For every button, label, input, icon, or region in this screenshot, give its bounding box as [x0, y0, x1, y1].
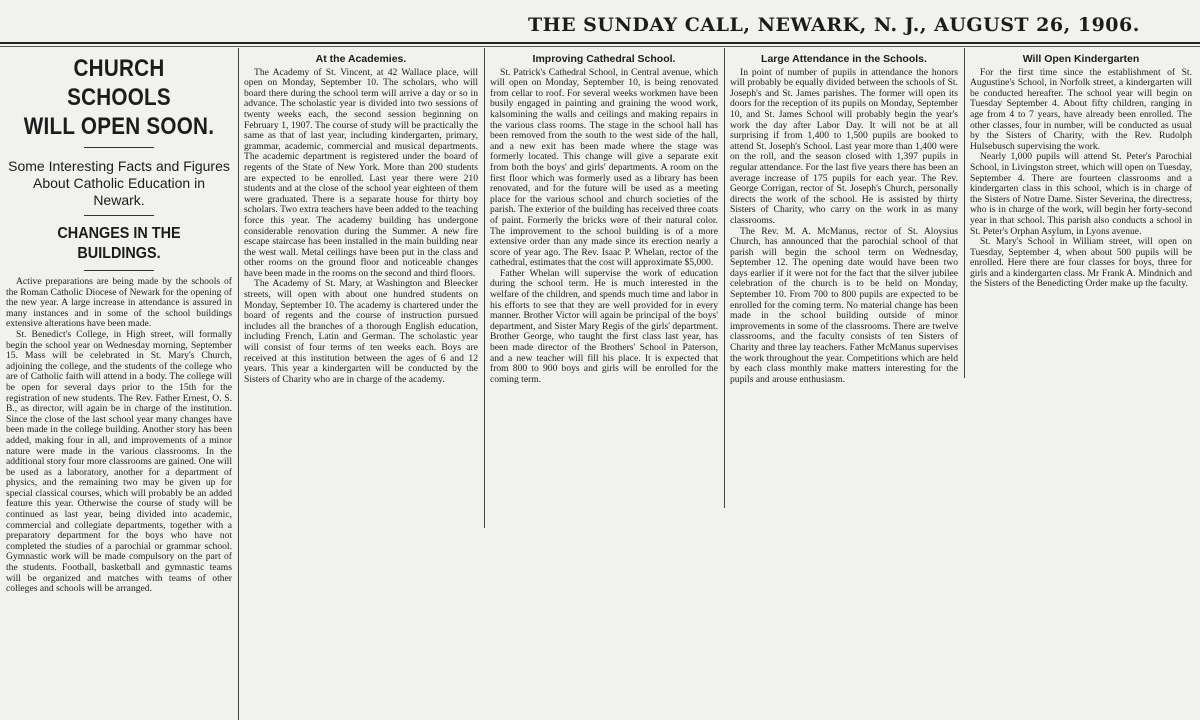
- subhead: CHANGES IN THE BUILDINGS.: [57, 225, 181, 262]
- column-rule: [238, 48, 239, 720]
- divider: [84, 270, 154, 271]
- column-5: [970, 50, 1192, 380]
- article-paragraph: Father Whelan will supervise the work of education during the school term. He is much interested in the welfare of the children, and spends much time and labor in his efforts to see that they are well provided for in every manner. Brother Victor will again be principal of the boys' department, and Sister Mary Regis of the girls' department. Brother George, who taught the first class last year, has been made director of the Brothers' School in Paterson, and a new teacher will fill his place. It is expected that from 800 to 900 boys and girls will be enrolled for the coming term.: [490, 267, 718, 385]
- section-heading: At the Academies.: [315, 53, 407, 65]
- article-paragraph: St. Mary's School in William street, will open on Tuesday, September 4, when about 500 pupils will be enrolled. Here there are four classes for boys, three for girls and a kindergarten class. Mr Frank A. Mindnich and the Sisters of the Benedicting Order make up the faculty.: [970, 236, 1192, 290]
- headline-line-2: WILL OPEN SOON.: [23, 113, 215, 140]
- article-paragraph: St. Benedict's College, in High street, will formally begin the school year on Wednesday morning, September 15. Mass will be celebrated in St. Mary's Church, adjoining the college, and the students of the college who are of Catholic faith will attend in a body. The college will be open for several days prior to the 15th for the registration of new students. The Rev. Father Ernest, O. S. B., as director, will again be in charge of the institution. Since the close of the last school year many changes have been made in the college building. Another story has been added, making four in all, and improvements of a minor nature were made in the various classrooms. In the additional story four more classrooms are gained. One will be used as a laboratory, another for a department of physics, and the remaining two may be given up for special classical courses, which will probably be an added feature this year. Otherwise the course of study will be continued as last year, being divided into academic, commercial and collegiate departments, together with a preparatory department for the boys who have not completed the studies of a parochial or grammar school. Gymnastic work will be made compulsory on the part of the students. Football, basketball and gymnastic teams will be organized and matches with teams of other colleges and schools will be arranged.: [6, 328, 232, 595]
- section-heading: Improving Cathedral School.: [532, 53, 676, 65]
- article-paragraph: Active preparations are being made by the schools of the Roman Catholic Diocese of Newark for the opening of the new year. A large increase in attendance is assured in many instances and in some of the school buildings extensive alterations have been made.: [6, 276, 232, 330]
- masthead-rule: [0, 42, 1200, 44]
- column-3: [490, 50, 718, 520]
- article-paragraph: St. Patrick's Cathedral School, in Central avenue, which will open on Monday, September 10, is being renovated from cellar to roof. For several weeks workmen have been busily engaged in painting and graining the wood work, kalsomining the walls and ceilings and making repairs in the various class rooms. The stage in the school hall has been removed from the south to the west side of the hall, and a new exit has been made where the stage was formerly located. This change will give a separate exit from both the boys' and girls' departments. A room on the first floor which was formerly used as a library has been renovated, and for the future will be used as a meeting place for the various school and church societies of the parish. The exterior of the building has received three coats of paint. Formerly the bricks were of their natural color. The improvement to the school building is of a more extensive order than any made since its erection nearly a score of year ago. The Rev. Isaac P. Whelan, rector of the cathedral, estimates that the cost will approximate $5,000.: [490, 66, 718, 269]
- article-paragraph: In point of number of pupils in attendance the honors will probably be equally divided between the schools of St. Joseph's and St. James parishes. The former will open its doors for the reception of its pupils on Monday, September 10, and St. James School will probably begin the year's work the day after Labor Day. It will not be at all surprising if from 1,400 to 1,500 pupils are booked to attend St. Joseph's School. Last year more than 1,400 were on the roll, and the season closed with 1,397 pupils in regular attendance. For the last five years there has been an average increase of 175 pupils for each year. The Rev. George Corrigan, rector of St. Joseph's Church, personally directs the work of the school. He is assisted by thirty Sisters of Charity, who carry on the work in as many classrooms.: [730, 66, 958, 226]
- masthead-rule-thin: [0, 46, 1200, 47]
- article-paragraph: The Rev. M. A. McManus, rector of St. Aloysius Church, has announced that the parochial school of that parish will begin the school term on Wednesday, September 12. The opening date would have been two days earlier if it were not for the fact that the silver jubilee celebration of the church is to be held on Monday, September 10. From 700 to 800 pupils are expected to be enrolled for the coming term. No material change has been made in the school building outside of minor improvements in some of the classrooms. There are twelve classrooms, and the faculty consists of ten Sisters of Charity and three lay teachers. Father McManus supervises the work throughout the year. Competitions which are held by each class monthly make matters interesting for the pupils and arouse enthusiasm.: [730, 225, 958, 385]
- masthead: THE SUNDAY CALL, NEWARK, N. J., AUGUST 26, 1906.: [528, 14, 1140, 36]
- divider: [84, 147, 154, 148]
- column-rule: [964, 48, 965, 378]
- headline-line-1: CHURCH SCHOOLS: [67, 55, 171, 111]
- article-paragraph: Nearly 1,000 pupils will attend St. Peter's Parochial School, in Livingston street, which will open on Tuesday, September 4. There are fourteen classrooms and a kindergarten class in this school, which is in charge of the Sisters of Notre Dame. Sister Severina, the directress, who is in charge of the work, will begin her forty-second year in that school. This parish also conducts a school in St. Peter's Orphan Asylum, in Lyons avenue.: [970, 151, 1192, 237]
- column-rule: [484, 48, 485, 528]
- column-1: [6, 50, 232, 718]
- divider: [84, 215, 154, 216]
- column-rule: [724, 48, 725, 508]
- section-heading: Large Attendance in the Schools.: [761, 53, 927, 65]
- column-2: [244, 50, 478, 518]
- column-4: [730, 50, 958, 500]
- section-heading: Will Open Kindergarten: [1022, 53, 1140, 65]
- article-paragraph: The Academy of St. Vincent, at 42 Wallace place, will open on Monday, September 10. The scholars, who will board there during the school term will arrive a day or so in advance. The scholastic year is divided into two sessions of twenty weeks each, the second session beginning on February 1, 1907. The course of study will be practically the same as that of last year, including kindergarten, primary, grammar, academic, commercial and musical departments. The academic department is registered under the board of regents of the State of New York. More than 200 students are expected to be enrolled. Last year there were 210 students and at the close of the school year eighteen of them were graduated. There is a separate house for thirty boy scholars. Two extra teachers have been added to the teaching force this year. The academy building has undergone considerable renovation during the Summer. A new fire escape staircase has been installed in the main building near the west wall. Metal ceilings have been put in the class and other rooms on the ground floor and noticeable changes have been made in the rooms on the second and third floors.: [244, 66, 478, 279]
- headline-deck: Some Interesting Facts and Figures About Catholic Education in Newark.: [8, 158, 230, 208]
- article-paragraph: For the first time since the establishment of St. Augustine's School, in Norfolk street, a kindergarten will be conducted hereafter. The school year will begin on Tuesday September 4. About fifty children, ranging in age from 4 to 7 years, have already been enrolled. The other classes, four in number, will be conducted as usual by the Sisters of Charity, with the Rev. Rudolph Hulsebusch supervising the work.: [970, 66, 1192, 152]
- article-paragraph: The Academy of St. Mary, at Washington and Bleecker streets, will open with about one hundred students on Monday, September 10. The academy is chartered under the board of regents and the course of instruction pursued includes all the branches of a thorough English education, including French, Latin and German. The scholastic year will consist of four terms of ten weeks each. Boys are received at this institution between the ages of 6 and 12 years. This year a kindergarten will be conducted by the Sisters of Charity who are in charge of the academy.: [244, 278, 478, 385]
